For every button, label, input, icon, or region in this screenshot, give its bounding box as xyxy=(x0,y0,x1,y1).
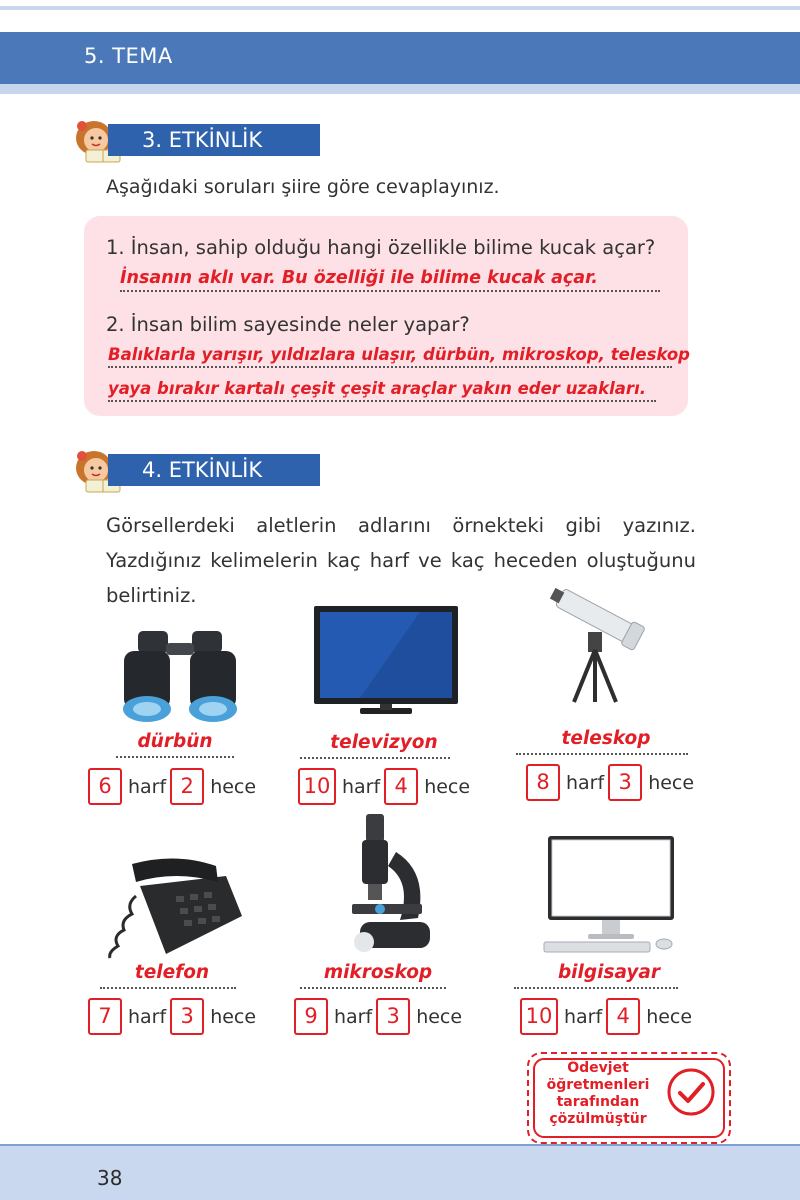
item-word: bilgisayar xyxy=(557,962,661,983)
item-telescope xyxy=(536,578,740,808)
harf-label: harf xyxy=(566,771,605,794)
activity3-header xyxy=(70,120,330,158)
hece-label: hece xyxy=(646,1005,693,1028)
answer-dotted-line xyxy=(100,987,236,989)
page-number: 38 xyxy=(97,1166,123,1190)
top-rule xyxy=(0,6,800,10)
hece-label: hece xyxy=(648,771,695,794)
odevjet-stamp xyxy=(527,1052,731,1144)
harf-label: harf xyxy=(564,1005,603,1028)
item-word: teleskop xyxy=(561,728,651,749)
answer-dotted-line xyxy=(300,987,446,989)
harf-label: harf xyxy=(334,1005,373,1028)
item-counts xyxy=(298,768,474,805)
checkmark-icon xyxy=(665,1066,717,1118)
theme-title: 5. TEMA xyxy=(84,44,173,68)
television-icon xyxy=(300,604,460,722)
stamp-line-2: öğretmenleri xyxy=(546,1077,650,1093)
harf-label: harf xyxy=(128,775,167,798)
harf-count-box: 10 xyxy=(520,998,558,1035)
item-counts xyxy=(88,768,260,805)
item-binoculars xyxy=(98,625,310,855)
answer-1: İnsanın aklı var. Bu özelliği ile bilime kucak açar. xyxy=(120,268,660,292)
answer-2-line-1: Balıklarla yarışır, yıldızlara ulaşır, dürbün, mikroskop, teleskop xyxy=(108,345,672,368)
item-television xyxy=(300,604,500,834)
item-word: dürbün xyxy=(137,731,213,752)
microscope-icon xyxy=(300,812,460,958)
harf-label: harf xyxy=(128,1005,167,1028)
stamp-line-3: tarafından xyxy=(556,1094,640,1110)
harf-label: harf xyxy=(342,775,381,798)
hece-count-box: 2 xyxy=(170,768,204,805)
hece-label: hece xyxy=(210,1005,257,1028)
question-2: 2. İnsan bilim sayesinde neler yapar? xyxy=(106,313,470,336)
stamp-line-4: çözülmüştür xyxy=(549,1111,647,1127)
activity3-title: 3. ETKİNLİK xyxy=(108,124,320,156)
hece-count-box: 4 xyxy=(384,768,418,805)
question-1: 1. İnsan, sahip olduğu hangi özellikle bilime kucak açar? xyxy=(106,236,656,259)
hece-label: hece xyxy=(424,775,471,798)
activity3-instruction: Aşağıdaki soruları şiire göre cevaplayınız. xyxy=(106,176,500,198)
activity4-title: 4. ETKİNLİK xyxy=(108,454,320,486)
hece-count-box: 3 xyxy=(376,998,410,1035)
activity4-instruction: Görsellerdeki aletlerin adlarını örnekteki gibi yazınız. Yazdığınız kelimelerin kaç harf ve kaç heceden oluştuğunu belirtiniz. xyxy=(106,514,696,607)
binoculars-icon xyxy=(110,625,250,725)
harf-count-box: 6 xyxy=(88,768,122,805)
answer-2-line-2: yaya bırakır kartalı çeşit çeşit araçlar yakın eder uzakları. xyxy=(108,379,656,402)
harf-count-box: 7 xyxy=(88,998,122,1035)
hece-count-box: 4 xyxy=(606,998,640,1035)
computer-icon xyxy=(524,834,680,958)
hece-label: hece xyxy=(416,1005,463,1028)
item-word: mikroskop xyxy=(323,962,433,983)
harf-count-box: 9 xyxy=(294,998,328,1035)
item-microscope xyxy=(300,812,500,1042)
activity4-header xyxy=(70,450,330,488)
item-counts xyxy=(294,998,466,1035)
item-word: televizyon xyxy=(330,732,438,753)
item-counts xyxy=(526,764,698,801)
answer-dotted-line xyxy=(514,987,678,989)
telescope-icon xyxy=(540,578,650,708)
item-telephone xyxy=(96,856,296,1086)
hece-count-box: 3 xyxy=(170,998,204,1035)
item-counts xyxy=(88,998,260,1035)
telephone-icon xyxy=(96,856,246,960)
answer-dotted-line xyxy=(116,756,234,758)
item-word: telefon xyxy=(134,962,210,983)
harf-count-box: 10 xyxy=(298,768,336,805)
stamp-line-1: Ödevjet xyxy=(567,1060,629,1076)
answer-dotted-line xyxy=(516,753,688,755)
item-counts xyxy=(520,998,696,1035)
answer-dotted-line xyxy=(300,757,450,759)
harf-count-box: 8 xyxy=(526,764,560,801)
hece-label: hece xyxy=(210,775,257,798)
hece-count-box: 3 xyxy=(608,764,642,801)
item-computer xyxy=(524,834,724,1064)
header-underline xyxy=(0,84,800,94)
